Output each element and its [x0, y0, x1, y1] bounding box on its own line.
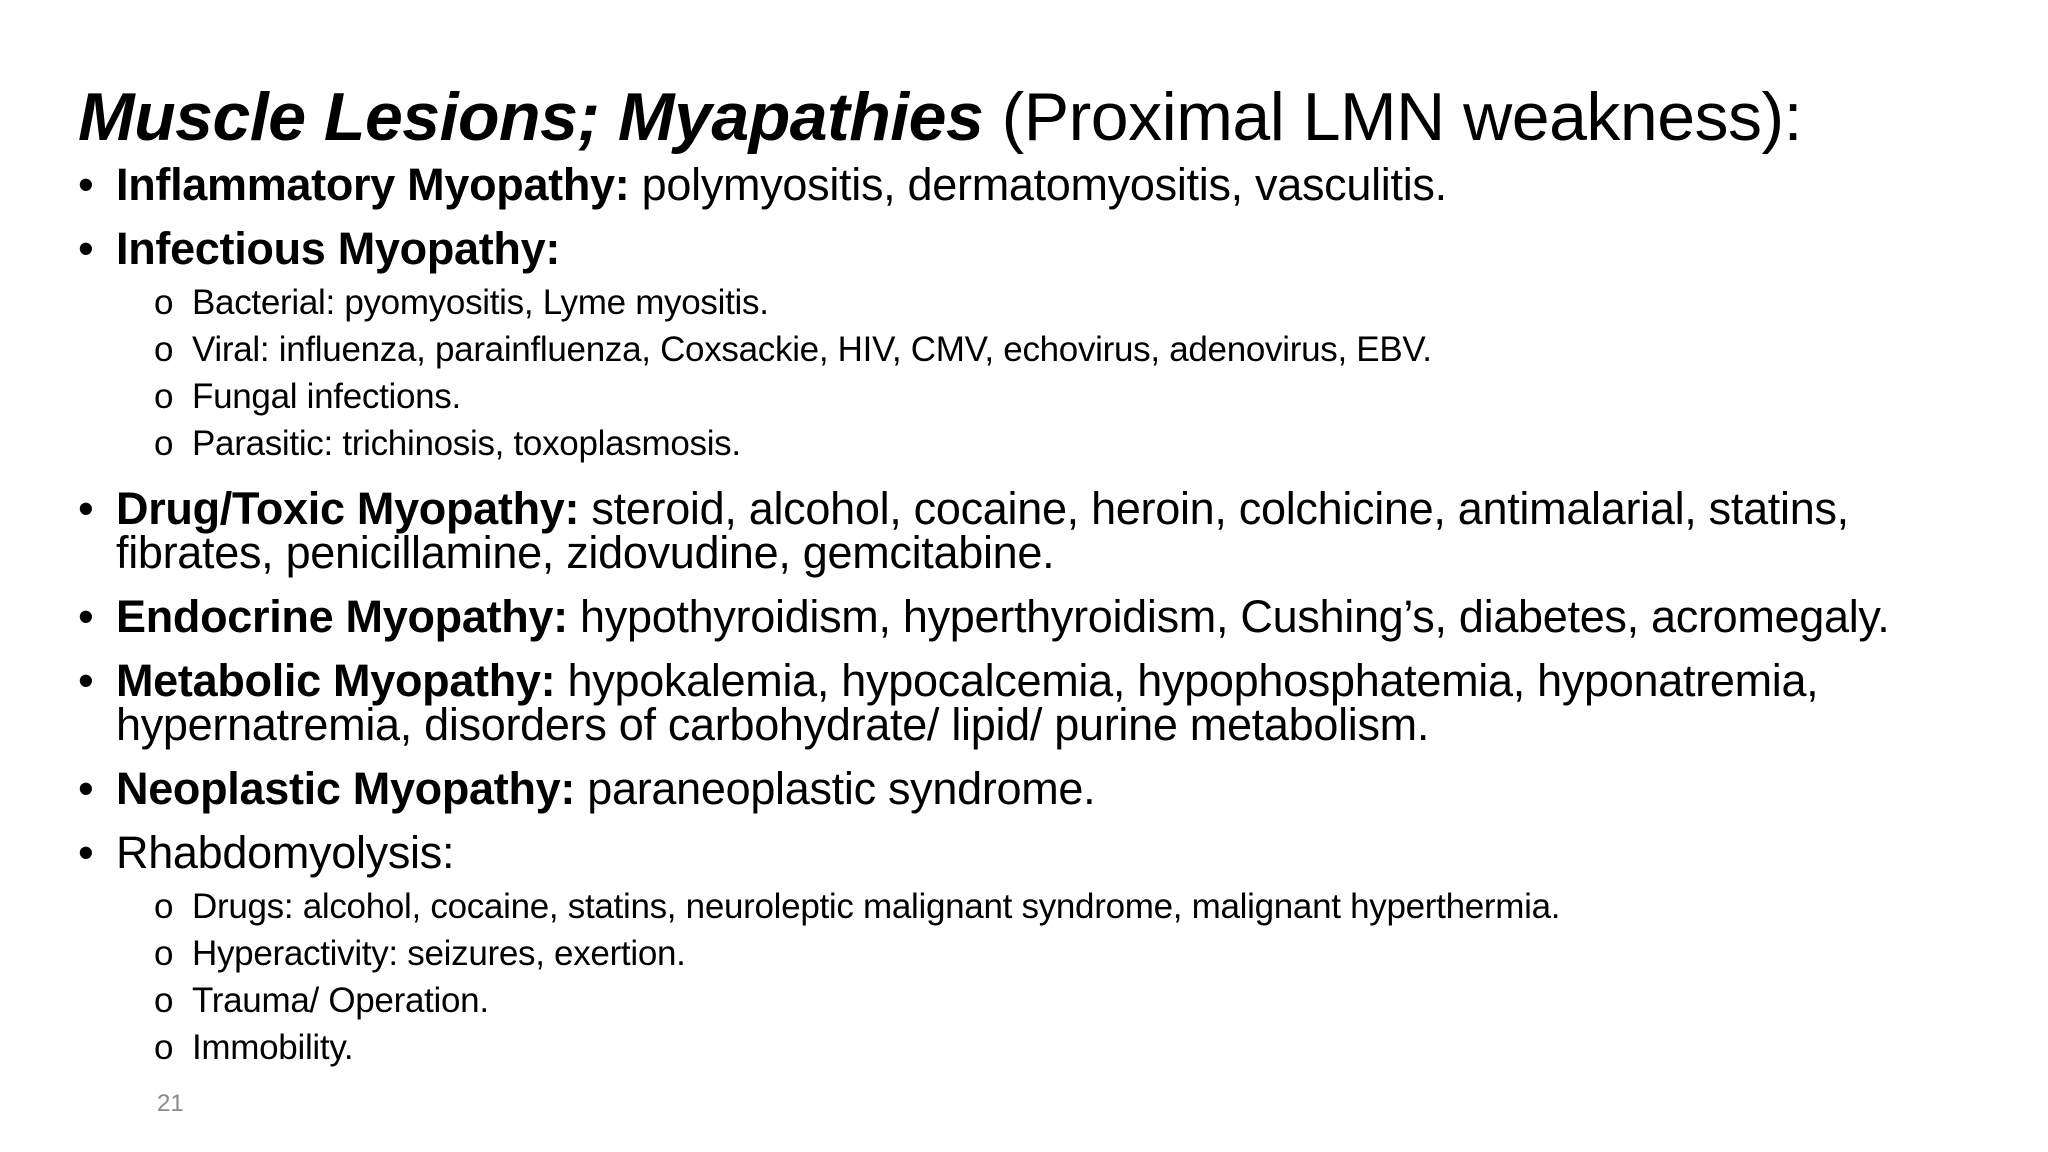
sub-marker: o [154, 934, 174, 973]
sub-item-text: Fungal infections. [192, 377, 461, 416]
sub-item-text: Drugs: alcohol, cocaine, statins, neuroleptic malignant syndrome, malignant hyperthermia. [192, 887, 1561, 926]
slide-title [78, 72, 1802, 162]
bullet-label: Metabolic Myopathy: [116, 655, 556, 706]
bullet-text: Rhabdomyolysis: [116, 827, 455, 878]
bullet-item-inflammatory [78, 159, 2018, 210]
sub-item-text: Immobility. [192, 1028, 354, 1067]
bullet-text: hypothyroidism, hyperthyroidism, Cushing’s, diabetes, acromegaly. [567, 591, 1890, 642]
sub-marker: o [154, 887, 174, 926]
sub-item-text: Bacterial: pyomyositis, Lyme myositis. [192, 283, 769, 322]
sub-list [154, 279, 2018, 467]
bullet-label: Drug/Toxic Myopathy: [116, 483, 580, 534]
title-emphasis: Muscle Lesions; Myapathies [78, 79, 984, 155]
sub-item [154, 977, 2018, 1024]
bullet-text: paraneoplastic syndrome. [575, 763, 1096, 814]
bullet-item-neoplastic [78, 763, 2018, 814]
bullet-marker: • [78, 223, 94, 274]
sub-item [154, 420, 2018, 467]
sub-item [154, 279, 2018, 326]
bullet-label: Inflammatory Myopathy: [116, 159, 630, 210]
sub-item [154, 373, 2018, 420]
sub-item-text: Trauma/ Operation. [192, 981, 489, 1020]
sub-item-text: Viral: influenza, parainfluenza, Coxsackie, HIV, CMV, echovirus, adenovirus, EBV. [192, 330, 1432, 369]
title-rest: (Proximal LMN weakness): [983, 79, 1803, 155]
sub-item [154, 930, 2018, 977]
bullet-item-metabolic [78, 655, 2018, 750]
sub-marker: o [154, 424, 174, 463]
bullet-marker: • [78, 655, 94, 706]
bullet-marker: • [78, 827, 94, 878]
sub-marker: o [154, 1028, 174, 1067]
sub-item [154, 326, 2018, 373]
bullet-text: steroid, alcohol, cocaine, heroin, colchicine, antimalarial, statins, fibrates, penicillamine, zidovudine, gemcitabine. [116, 483, 1849, 578]
bullet-list [78, 159, 2018, 1091]
bullet-marker: • [78, 483, 94, 534]
sub-item [154, 1024, 2018, 1071]
bullet-item-drug-toxic [78, 483, 2018, 578]
sub-item-text: Hyperactivity: seizures, exertion. [192, 934, 686, 973]
sub-item [154, 883, 2018, 930]
sub-list [154, 883, 2018, 1071]
bullet-text: hypokalemia, hypocalcemia, hypophosphatemia, hyponatremia, hypernatremia, disorders of carbohydrate/ lipid/ purine metabolism. [116, 655, 1819, 750]
page-number: 21 [157, 1090, 184, 1117]
bullet-marker: • [78, 591, 94, 642]
bullet-label: Endocrine Myopathy: [116, 591, 568, 642]
bullet-label: Neoplastic Myopathy: [116, 763, 576, 814]
bullet-marker: • [78, 763, 94, 814]
bullet-marker: • [78, 159, 94, 210]
bullet-label: Infectious Myopathy: [116, 223, 561, 274]
sub-marker: o [154, 377, 174, 416]
sub-marker: o [154, 981, 174, 1020]
bullet-item-endocrine [78, 591, 2018, 642]
bullet-item-rhabdomyolysis [78, 827, 2018, 1071]
bullet-item-infectious [78, 223, 2018, 467]
sub-marker: o [154, 283, 174, 322]
sub-marker: o [154, 330, 174, 369]
bullet-text: polymyositis, dermatomyositis, vasculitis. [629, 159, 1447, 210]
sub-item-text: Parasitic: trichinosis, toxoplasmosis. [192, 424, 741, 463]
